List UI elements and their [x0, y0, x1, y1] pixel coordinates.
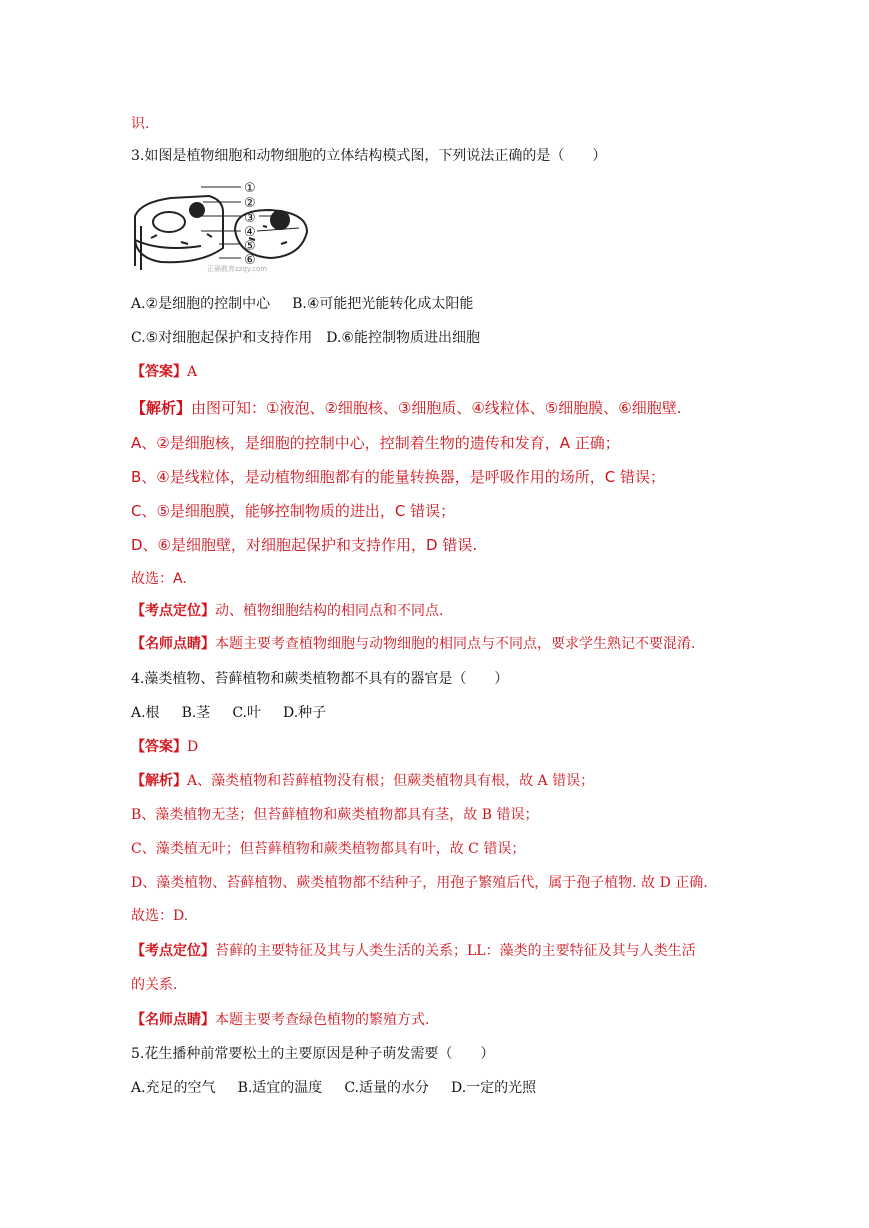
- figure-label-4: ④: [244, 225, 256, 240]
- q5-option-a: A.充足的空气: [131, 1080, 216, 1096]
- q3-analysis-1: [131, 398, 681, 418]
- q3-analysis-4: C、⑤是细胞膜，能够控制物质的进出，C 错误；: [131, 502, 456, 520]
- q3-teacher-tip: [131, 634, 695, 654]
- q3-analysis-3: B、④是线粒体，是动植物细胞都有的能量转换器，是呼吸作用的场所，C 错误；: [131, 468, 665, 486]
- cell-structure-figure: [131, 178, 309, 276]
- q3-option-d: D.⑥能控制物质进出细胞: [326, 330, 480, 346]
- q3-stem: 3.如图是植物细胞和动物细胞的立体结构模式图，下列说法正确的是（ ）: [131, 148, 607, 164]
- q4-teacher-tip: [131, 1010, 429, 1030]
- figure-label-1: ①: [244, 181, 256, 196]
- q4-kd-text-1: 苔藓的主要特征及其与人类生活的关系；LL：藻类的主要特征及其与人类生活: [215, 943, 696, 959]
- q5-stem: 5.花生播种前常要松土的主要原因是种子萌发需要（ ）: [131, 1046, 495, 1062]
- kd-tag: 【考点定位】: [131, 943, 215, 959]
- figure-label-6: ⑥: [244, 253, 256, 268]
- q3-options-row-2: [131, 328, 480, 348]
- q3-answer: [131, 362, 197, 382]
- q4-option-c: C.叶: [232, 705, 261, 721]
- plant-cell-drawing: [135, 196, 223, 270]
- q4-stem: 4.藻类植物、苔藓植物和蕨类植物都不具有的器官是（ ）: [131, 671, 509, 687]
- q3-options-row-1: [131, 294, 473, 314]
- figure-label-3: ③: [244, 211, 256, 226]
- tip-tag: 【名师点睛】: [131, 636, 215, 652]
- figure-label-2: ②: [244, 196, 256, 211]
- q5-option-c: C.适量的水分: [344, 1080, 429, 1096]
- q3-kd-text: 动、植物细胞结构的相同点和不同点.: [215, 603, 444, 619]
- q3-choice: 故选：A.: [131, 571, 187, 587]
- figure-watermark: 正确教育zzqy.com: [207, 265, 268, 273]
- q4-knowledge-point-cont: 的关系.: [131, 977, 178, 993]
- q4-tip-text: 本题主要考查绿色植物的繁殖方式.: [215, 1012, 430, 1028]
- analysis-tag: 【解析】: [131, 399, 192, 417]
- q4-analysis-4: D、藻类植物、苔藓植物、蕨类植物都不结种子，用孢子繁殖后代，属于孢子植物. 故 D 正确.: [131, 875, 708, 891]
- q4-option-b: B.茎: [181, 705, 211, 721]
- q3-analysis-5: D、⑥是细胞壁，对细胞起保护和支持作用，D 错误.: [131, 536, 478, 554]
- q3-analysis-2: A、②是细胞核，是细胞的控制中心，控制着生物的遗传和发育，A 正确；: [131, 434, 620, 452]
- q4-answer: [131, 737, 198, 757]
- q4-knowledge-point: [131, 941, 696, 961]
- q5-option-b: B.适宜的温度: [237, 1080, 323, 1096]
- q4-analysis-3: C、藻类植无叶；但苔藓植物和蕨类植物都具有叶，故 C 错误；: [131, 841, 526, 857]
- analysis-tag: 【解析】: [131, 773, 187, 789]
- q3-answer-value: A: [187, 364, 198, 380]
- q4-analysis-1: [131, 771, 594, 791]
- q4-analysis-2: B、藻类植物无茎；但苔藓植物和蕨类植物都具有茎，故 B 错误；: [131, 807, 539, 823]
- q4-choice: 故选：D.: [131, 908, 189, 924]
- q3-option-b: B.④可能把光能转化成太阳能: [292, 296, 474, 312]
- answer-tag: 【答案】: [131, 739, 187, 755]
- q3-knowledge-point: [131, 601, 443, 621]
- q5-option-d: D.一定的光照: [450, 1080, 537, 1096]
- answer-tag: 【答案】: [131, 364, 187, 380]
- q4-answer-value: D: [187, 739, 199, 755]
- q3-option-a: A.②是细胞的控制中心: [131, 296, 271, 312]
- q3-tip-text: 本题主要考查植物细胞与动物细胞的相同点与不同点，要求学生熟记不要混淆.: [215, 636, 696, 652]
- tip-tag: 【名师点睛】: [131, 1012, 215, 1028]
- q5-options: [131, 1078, 536, 1098]
- q4-option-a: A.根: [131, 705, 160, 721]
- q4-option-d: D.种子: [282, 705, 327, 721]
- q3-option-c: C.⑤对细胞起保护和支持作用: [131, 330, 313, 346]
- q4-analysis-1-text: A、藻类植物和苔藓植物没有根；但蕨类植物具有根，故 A 错误；: [187, 773, 595, 789]
- figure-label-5: ⑤: [244, 239, 256, 254]
- continued-text-fragment: 识.: [131, 116, 150, 132]
- q3-analysis-1-text: 由图可知：①液泡、②细胞核、③细胞质、④线粒体、⑤细胞膜、⑥细胞壁.: [191, 399, 682, 417]
- q4-options: [131, 703, 326, 723]
- kd-tag: 【考点定位】: [131, 603, 215, 619]
